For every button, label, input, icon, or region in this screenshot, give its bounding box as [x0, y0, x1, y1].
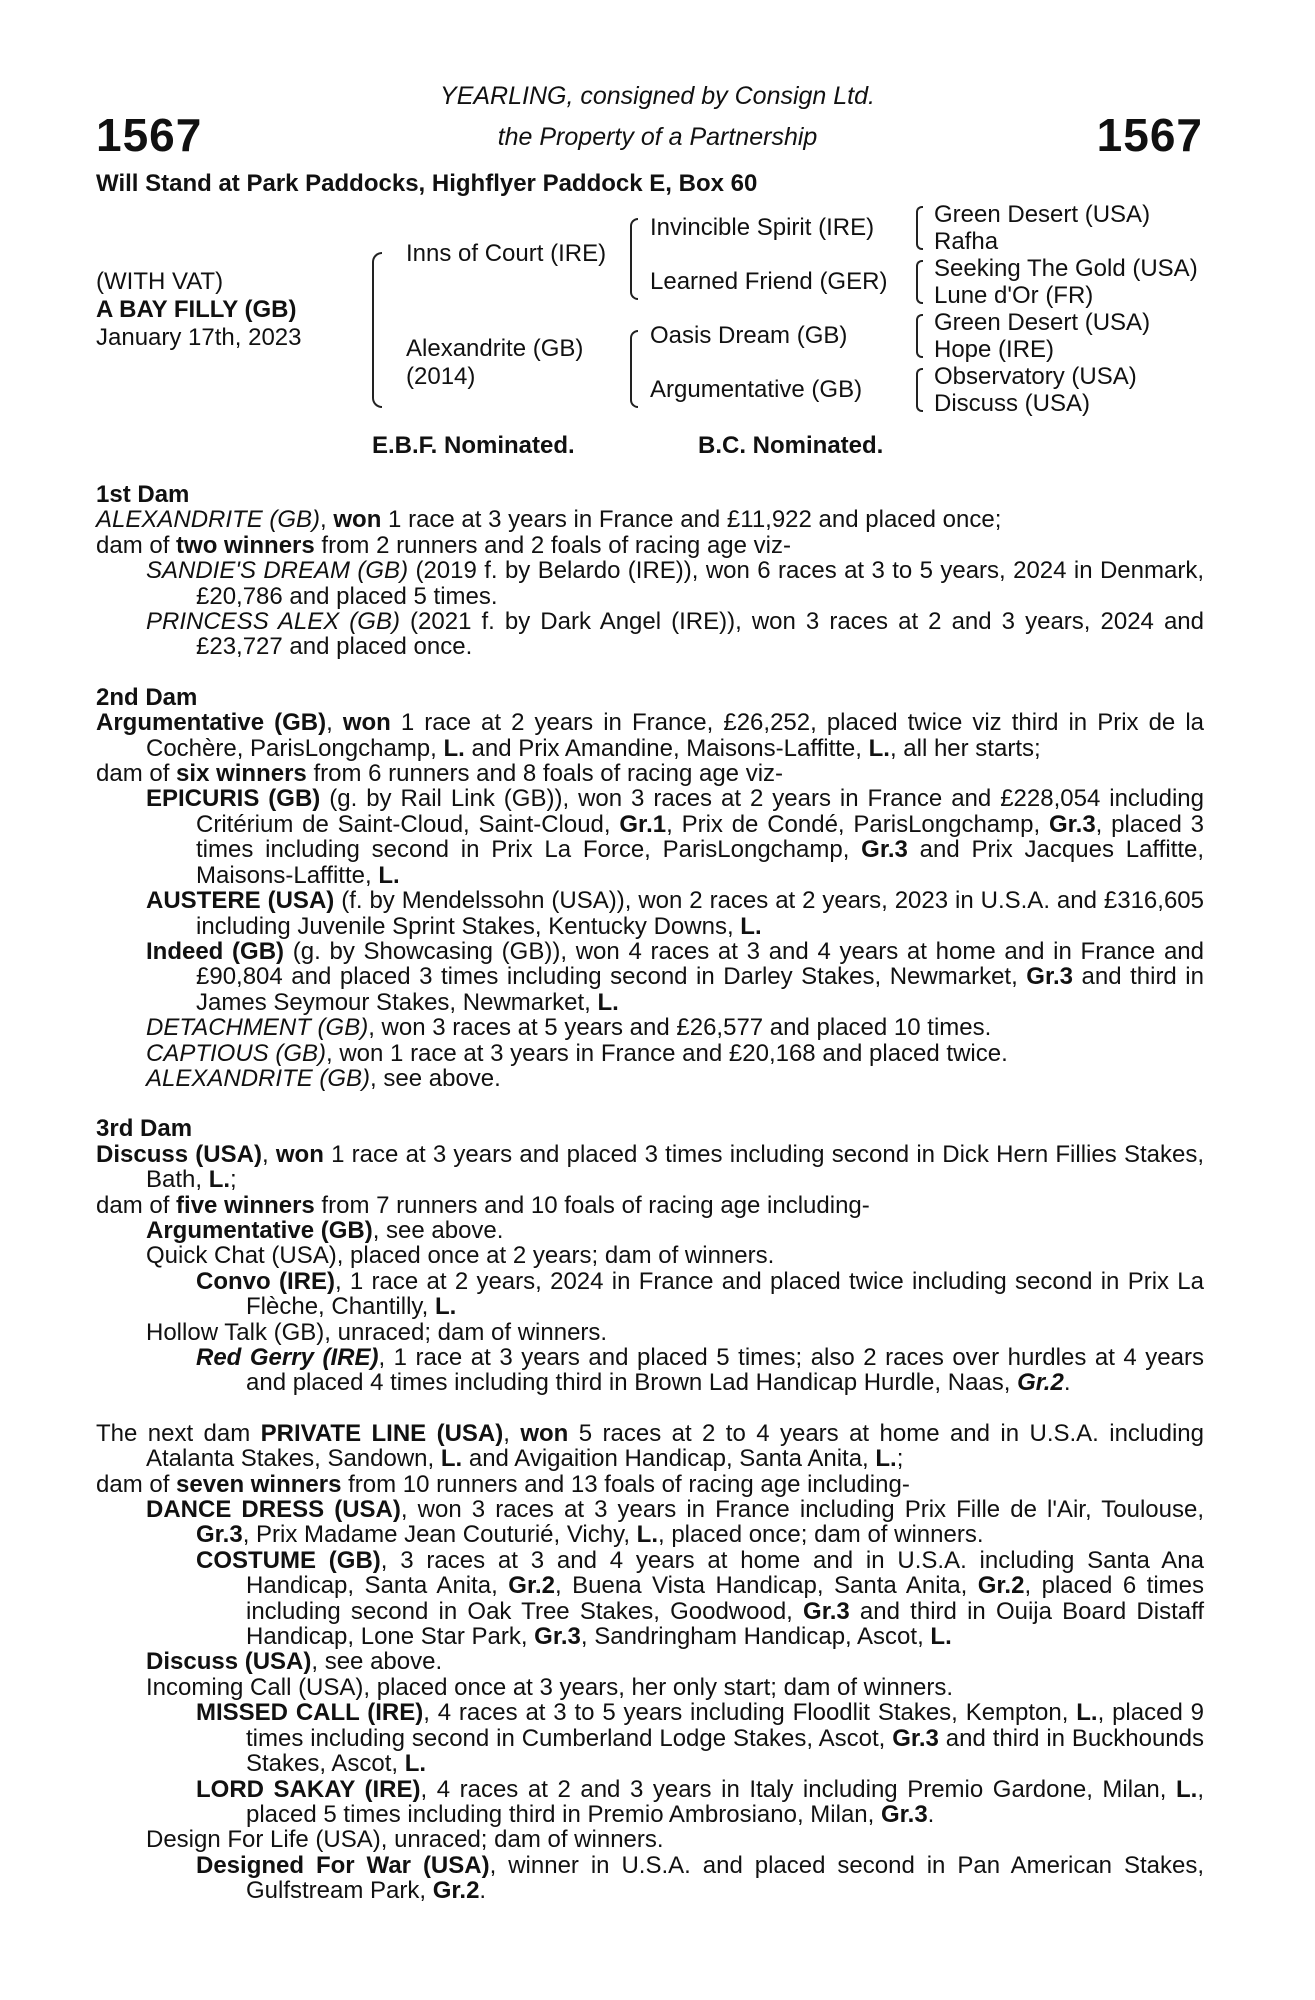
offspring-entry [96, 1497, 1204, 1548]
lot-number-right: 1567 [1096, 109, 1203, 161]
offspring-name: LORD SAKAY (IRE) [196, 1775, 421, 1803]
offspring-entry: Incoming Call (USA), placed once at 3 years, her only start; dam of winners. [146, 1673, 954, 1701]
grandparent-2: Rafha [934, 228, 999, 255]
dam-of-text: dam of [96, 1470, 177, 1498]
offspring-text: , Sandringham Handicap, Ascot, [580, 1623, 931, 1651]
offspring-text: and third in James Seymour Stakes, Newmarket, [196, 963, 1204, 1016]
dam-sire: Oasis Dream (GB) [650, 322, 848, 349]
offspring-text: and third in Buckhounds Stakes, Ascot, [246, 1724, 1204, 1778]
group-mark: Gr.3 [880, 1800, 928, 1828]
offspring-text: , 4 races at 2 and 3 years in Italy including Premio Gardone, Milan, [420, 1775, 1176, 1803]
grandparent-8: Discuss (USA) [934, 390, 1091, 417]
listed-mark: L. [443, 734, 465, 762]
offspring-entry [96, 1015, 1204, 1040]
offspring-entry: Design For Life (USA), unraced; dam of winners. [146, 1826, 664, 1854]
group-mark: Gr.2 [508, 1572, 555, 1600]
lot-number-left: 1567 [96, 109, 203, 161]
grand-offspring-entry [96, 1777, 1204, 1828]
offspring-entry [96, 1218, 1204, 1243]
offspring-text: , see above. [370, 1064, 501, 1092]
group-mark: Gr.3 [534, 1623, 581, 1651]
sire-dam: Learned Friend (GER) [650, 268, 888, 295]
bc-nominated: B.C. Nominated. [698, 432, 884, 459]
offspring-text: , winner in U.S.A. and placed second in Pan American Stakes, Gulfstream Park, [246, 1851, 1205, 1905]
offspring-entry [96, 1649, 1204, 1674]
offspring-text: , 1 race at 2 years, 2024 in France and placed twice including second in Prix La Flèche, Chantilly, [246, 1267, 1205, 1321]
offspring-text: and third in Ouija Board Distaff Handicap, Lone Star Park, [246, 1597, 1204, 1651]
offspring-name: ALEXANDRITE (GB) [146, 1064, 371, 1092]
property-line: the Property of a Partnership [497, 123, 818, 151]
ebf-nominated: E.B.F. Nominated. [372, 432, 575, 459]
won-label: won [520, 1419, 569, 1447]
offspring-text: , placed 5 times including third in Premio Ambrosiano, Milan, [246, 1775, 1204, 1828]
grandparent-7: Observatory (USA) [934, 363, 1137, 390]
offspring-text: , 4 races at 3 to 5 years including Floodlit Stakes, Kempton, [423, 1699, 1077, 1727]
record-text: and Avigaition Handicap, Santa Anita, [462, 1445, 876, 1473]
listed-mark: L. [875, 1445, 897, 1473]
second-dam-section [96, 685, 1204, 1092]
listed-mark: L. [434, 1293, 457, 1321]
offspring-text: and Prix Jacques Laffitte, Maisons-Laffitte, [196, 836, 1204, 889]
listed-mark: L. [440, 1445, 463, 1473]
section-heading: 1st Dam [96, 481, 190, 508]
listed-mark: L. [597, 988, 619, 1016]
group-mark: Gr.3 [861, 836, 908, 864]
group-mark: Gr.2 [432, 1877, 480, 1905]
offspring-entry [96, 1066, 1204, 1091]
vat-label: (WITH VAT) [96, 268, 224, 295]
offspring-name: Argumentative (GB) [146, 1216, 373, 1244]
offspring-entry [96, 558, 1204, 609]
dam-brace [630, 330, 638, 408]
grandparent-6: Hope (IRE) [934, 336, 1055, 363]
group-mark: Gr.2 [1017, 1369, 1064, 1397]
dam-of-text: dam of [96, 760, 177, 788]
offspring-text: . [927, 1800, 935, 1828]
dam-year: (2014) [406, 363, 476, 390]
offspring-entry [96, 609, 1204, 660]
dam-name: ALEXANDRITE (GB) [96, 506, 321, 534]
horse-name: A BAY FILLY (GB) [96, 296, 297, 323]
intro-text: The next dam [96, 1419, 261, 1447]
runners-text: from 10 runners and 13 foals of racing age including- [341, 1470, 910, 1498]
offspring-name: DANCE DRESS (USA) [146, 1496, 401, 1524]
dam-of-text: dam of [96, 1191, 177, 1219]
offspring-text: , see above. [372, 1216, 504, 1244]
group-mark: Gr.3 [1048, 810, 1096, 838]
dam-of-line [96, 761, 1204, 786]
section-heading: 2nd Dam [96, 683, 198, 711]
sire: Inns of Court (IRE) [406, 240, 607, 267]
dam-of-text: dam of [96, 531, 177, 559]
offspring-entry [96, 888, 1204, 939]
record-text: , all her starts; [889, 734, 1041, 762]
winners-count: two winners [176, 531, 315, 559]
consigned-line: YEARLING, consigned by Consign Ltd. [440, 82, 875, 110]
offspring-text: , placed 3 times including second in Prix La Force, ParisLongchamp, [196, 810, 1205, 864]
sire-brace [630, 218, 638, 300]
grand-offspring-entry [96, 1853, 1204, 1904]
offspring-text: (g. by Rail Link (GB)), won 3 races at 2 years in France and £228,054 including Critérium de Saint-Cloud, Saint-Cloud, [196, 785, 1204, 838]
record-text: 1 race at 3 years in France and £11,922 and placed once; [381, 506, 1002, 534]
winners-count: seven winners [176, 1470, 342, 1498]
offspring-name: EPICURIS (GB) [146, 785, 321, 813]
listed-mark: L. [930, 1623, 952, 1651]
grand-offspring-entry [96, 1548, 1204, 1650]
listed-mark: L. [208, 1166, 231, 1194]
record-text: and Prix Amandine, Maisons-Laffitte, [464, 734, 869, 762]
offspring-name: Indeed (GB) [146, 937, 285, 965]
offspring-name: Convo (IRE) [196, 1267, 335, 1295]
listed-mark: L. [1076, 1699, 1098, 1727]
dam-record: Argumentative (GB), won 1 race at 2 years in France, £26,252, placed twice viz third in Prix de la Cochère, ParisLongchamp, L. and Prix Amandine, Maisons-Laffitte, L., all her starts; [96, 709, 1205, 762]
offspring-name: MISSED CALL (IRE) [196, 1699, 424, 1727]
offspring-text: , won 1 race at 3 years in France and £20,168 and placed twice. [326, 1039, 1008, 1067]
record-text: ; [230, 1166, 237, 1194]
offspring-text: , Prix de Condé, ParisLongchamp, [666, 810, 1049, 838]
offspring-text: , 3 races at 3 and 4 years at home and in U.S.A. including Santa Ana Handicap, Santa Anita, [246, 1546, 1204, 1600]
catalogue-body [96, 482, 1204, 1904]
g-brace-2 [916, 260, 923, 304]
offspring-text: , won 3 races at 5 years and £26,577 and placed 10 times. [368, 1014, 992, 1042]
offspring-name: COSTUME (GB) [196, 1546, 381, 1574]
third-dam-section [96, 1116, 1204, 1395]
dam-dam: Argumentative (GB) [650, 376, 863, 403]
offspring-name: PRINCESS ALEX (GB) [146, 608, 400, 636]
offspring-name: Discuss (USA) [146, 1648, 312, 1676]
offspring-entry [96, 786, 1204, 888]
record-text: 1 race at 3 years and placed 3 times including second in Dick Hern Fillies Stakes, Bath, [146, 1140, 1205, 1194]
group-mark: Gr.2 [977, 1572, 1025, 1600]
offspring-text: , placed once; dam of winners. [657, 1521, 984, 1549]
grandparent-3: Seeking The Gold (USA) [934, 255, 1198, 282]
offspring-entry: Hollow Talk (GB), unraced; dam of winners. [146, 1318, 608, 1346]
grand-offspring-entry [96, 1269, 1204, 1320]
group-mark: Gr.3 [892, 1724, 939, 1752]
listed-mark: L. [740, 912, 762, 940]
offspring-text: , 1 race at 3 years and placed 5 times; also 2 races over hurdles at 4 years and placed 4 times including third in Brown Lad Handicap Hurdle, Naas, [246, 1344, 1204, 1397]
listed-mark: L. [636, 1521, 658, 1549]
offspring-text: , Buena Vista Handicap, Santa Anita, [555, 1572, 978, 1600]
listed-mark: L. [868, 734, 890, 762]
record-text: 5 races at 2 to 4 years at home and in U.S.A. including Atalanta Stakes, Sandown, [146, 1419, 1204, 1473]
runners-text: from 6 runners and 8 foals of racing age viz- [306, 760, 784, 788]
offspring-text: (g. by Showcasing (GB)), won 4 races at 3 and 4 years at home and in France and £90,804 and placed 3 times including second in Darley Stakes, Newmarket, [196, 937, 1205, 991]
winners-count: six winners [176, 760, 307, 788]
dam-of-line [96, 533, 1204, 558]
group-mark: Gr.3 [196, 1521, 243, 1549]
dam-name: Argumentative (GB) [96, 709, 327, 737]
offspring-text: , Prix Madame Jean Couturié, Vichy, [242, 1521, 637, 1549]
listed-mark: L. [404, 1750, 427, 1778]
horse-dob: January 17th, 2023 [96, 324, 302, 351]
won-label: won [333, 506, 382, 534]
group-mark: Gr.3 [1026, 963, 1073, 991]
dam-record: The next dam PRIVATE LINE (USA), won 5 races at 2 to 4 years at home and in U.S.A. including Atalanta Stakes, Sandown, L. and Avigaition Handicap, Santa Anita, L.; [96, 1419, 1204, 1473]
won-label: won [342, 709, 391, 737]
grandparent-5: Green Desert (USA) [934, 309, 1151, 336]
listed-mark: L. [1176, 1775, 1198, 1803]
offspring-name: DETACHMENT (GB) [146, 1014, 369, 1042]
offspring-entry [96, 1041, 1204, 1066]
offspring-name: CAPTIOUS (GB) [146, 1039, 327, 1067]
sire-sire: Invincible Spirit (IRE) [650, 214, 875, 241]
offspring-name: Red Gerry (IRE) [196, 1344, 379, 1371]
record-text: 1 race at 2 years in France, £26,252, placed twice viz third in Prix de la Cochère, ParisLongchamp, [146, 709, 1205, 762]
won-label: won [275, 1140, 324, 1168]
dam-of-line [96, 1472, 1204, 1497]
offspring-name: Designed For War (USA) [196, 1851, 490, 1879]
grand-offspring-entry [96, 1700, 1204, 1776]
dam-name: PRIVATE LINE (USA) [260, 1419, 504, 1447]
offspring-text: , placed 9 times including second in Cumberland Lodge Stakes, Ascot, [246, 1699, 1204, 1752]
offspring-text: , won 3 races at 3 years in France including Prix Fille de l'Air, Toulouse, [400, 1496, 1205, 1524]
section-heading: 3rd Dam [96, 1115, 193, 1143]
record-text: ; [896, 1445, 904, 1473]
offspring-text: (f. by Mendelssohn (USA)), won 2 races at 2 years, 2023 in U.S.A. and £316,605 including Juvenile Sprint Stakes, Kentucky Downs, [196, 887, 1204, 940]
offspring-entry: Quick Chat (USA), placed once at 2 years; dam of winners. [146, 1242, 775, 1270]
grand-offspring-entry [96, 1345, 1204, 1396]
dam-of-line [96, 1193, 1204, 1218]
offspring-text: . [479, 1877, 487, 1905]
g-brace-1 [916, 206, 923, 250]
offspring-text: , see above. [311, 1648, 443, 1676]
main-brace [372, 252, 382, 408]
runners-text: from 2 runners and 2 foals of racing age viz- [314, 531, 791, 559]
offspring-name: SANDIE'S DREAM (GB) [146, 557, 409, 585]
next-dam-section [96, 1421, 1204, 1904]
offspring-text: (2019 f. by Belardo (IRE)), won 6 races at 3 to 5 years, 2024 in Denmark, £20,786 and placed 5 times. [196, 557, 1204, 610]
g-brace-3 [916, 314, 923, 358]
g-brace-4 [916, 368, 923, 412]
dam-record: ALEXANDRITE (GB), won 1 race at 3 years in France and £11,922 and placed once; [96, 506, 1002, 534]
offspring-name: AUSTERE (USA) [146, 887, 335, 915]
grandparent-1: Green Desert (USA) [934, 201, 1151, 228]
runners-text: from 7 runners and 10 foals of racing age including- [314, 1191, 870, 1219]
winners-count: five winners [176, 1191, 315, 1219]
listed-mark: L. [378, 861, 400, 889]
first-dam-section [96, 482, 1204, 660]
offspring-entry [96, 939, 1204, 1015]
stand-location: Will Stand at Park Paddocks, Highflyer Paddock E, Box 60 [96, 170, 758, 197]
offspring-text: (2021 f. by Dark Angel (IRE)), won 3 races at 2 and 3 years, 2024 and £23,727 and placed once. [196, 608, 1205, 661]
dam: Alexandrite (GB) [406, 335, 584, 362]
offspring-text: , placed 6 times including second in Oak Tree Stakes, Goodwood, [246, 1572, 1204, 1625]
grandparent-4: Lune d'Or (FR) [934, 282, 1094, 309]
group-mark: Gr.3 [803, 1597, 850, 1625]
dam-record: Discuss (USA), won 1 race at 3 years and placed 3 times including second in Dick Hern Fillies Stakes, Bath, L.; [96, 1140, 1205, 1194]
group-mark: Gr.1 [619, 810, 667, 838]
dam-name: Discuss (USA) [96, 1140, 262, 1168]
offspring-text: . [1063, 1369, 1071, 1397]
